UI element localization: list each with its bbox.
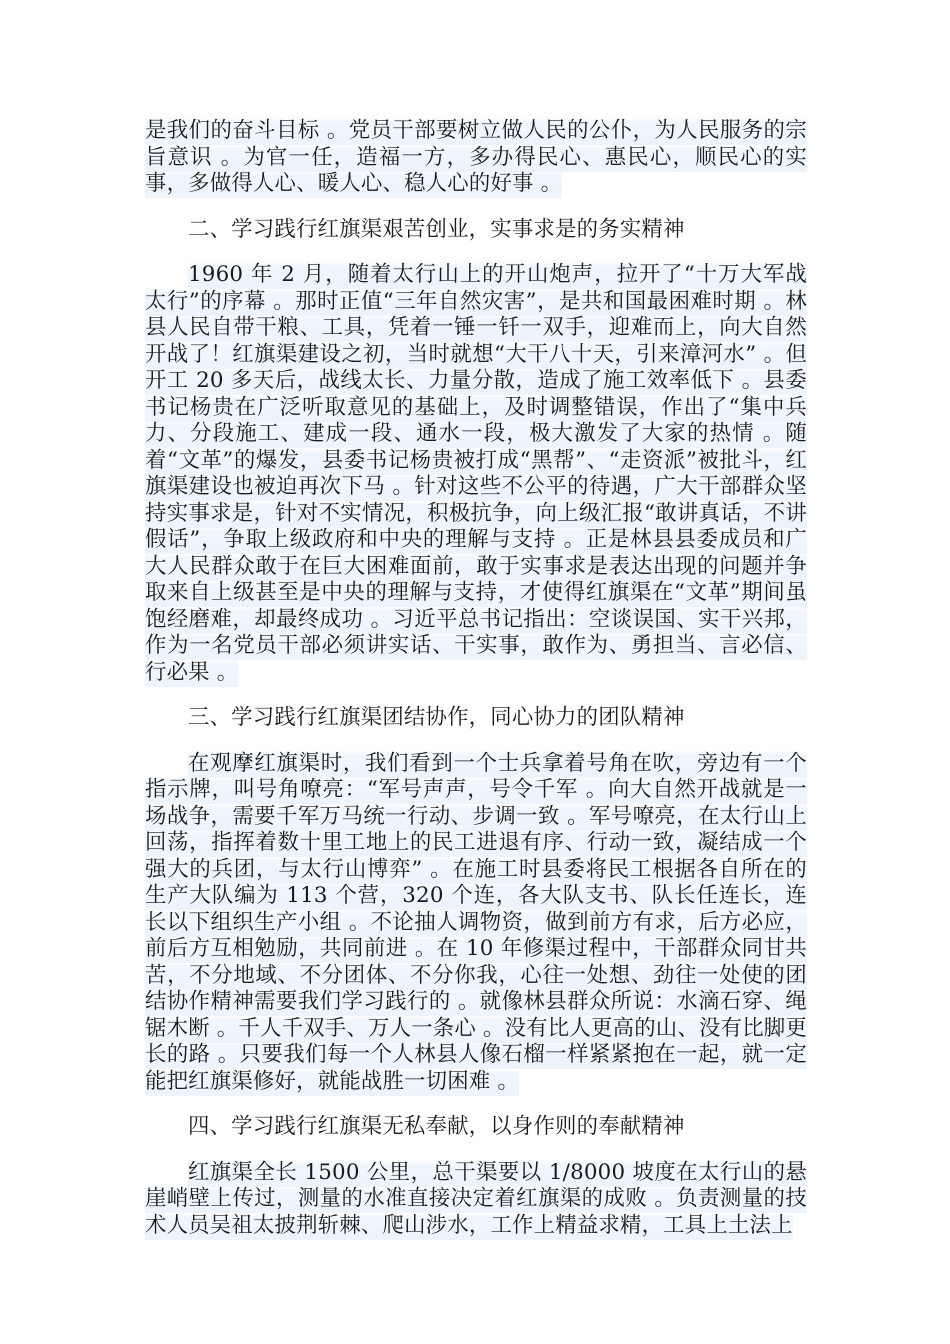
body-paragraph-1-text: 是我们的奋斗目标 。党员干部要树立做人民的公仆，为人民服务的宗旨意识 。为官一任，造福一方，多办得民心、惠民心，顺民心的实事，多做得人心、暖人心、稳人心的好事 。	[145, 118, 807, 196]
section-heading-3: 三、学习践行红旗渠团结协作，同心协力的团队精神	[188, 705, 685, 730]
body-paragraph-3	[145, 751, 807, 1096]
body-paragraph-4-text: 红旗渠全长 1500 公里，总干渠要以 1/8000 坡度在太行山的悬崖峭壁上传过，测量的水准直接决定着红旗渠的成败 。负责测量的技术人员吴祖太披荆斩棘、爬山涉水，工作上精益求精，工具上土法上	[145, 1159, 807, 1238]
body-paragraph-2	[145, 262, 807, 686]
body-paragraph-4	[145, 1160, 807, 1240]
document-body	[145, 118, 807, 1239]
body-paragraph-3-text: 在观摩红旗渠时，我们看到一个士兵拿着号角在吹，旁边有一个指示牌，叫号角嘹亮：“军号声声，号令千军 。向大自然开战就是一场战争，需要千军万马统一行动、步调一致 。军号嘹亮，在太行山上回荡，指挥着数十里工地上的民工进退有序、行动一致，凝结成一个强大的兵团，与太行山博弈” 。在施工时县委将民工根据各自所在的生产大队编为 113 个营，320 个连，各大队支书、队长任连长，连长以下组织生产小组 。不论抽人调物资，做到前方有求，后方必应，前后方互相勉励，共同前进 。在 10 年修渠过程中，干部群众同甘共苦，不分地域、不分团体、不分你我，心往一处想、劲往一处使的团结协作精神需要我们学习践行的 。就像林县群众所说：水滴石穿、绳锯木断 。千人千双手、万人一条心 。没有比人更高的山、没有比脚更长的路 。只要我们每一个人林县人像石榴一样紧紧抱在一起，就一定能把红旗渠修好，就能战胜一切困难 。	[145, 750, 807, 1094]
section-heading-2: 二、学习践行红旗渠艰苦创业，实事求是的务实精神	[188, 216, 685, 242]
section-heading-4: 四、学习践行红旗渠无私奉献，以身作则的奉献精神	[188, 1114, 685, 1139]
body-paragraph-2-text: 1960 年 2 月，随着太行山上的开山炮声，拉开了“十万大军战太行”的序幕 。那时正值“三年自然灾害”，是共和国最困难时期 。林县人民自带干粮、工具，凭着一锤一钎一双手，迎难而上，向大自然开战了！红旗渠建设之初，当时就想“大干八十天，引来漳河水” 。但开工 20 多天后，战线太长、力量分散，造成了施工效率低下 。县委书记杨贵在广泛听取意见的基础上，及时调整错误，作出了“集中兵力、分段施工、建成一段、通水一段，极大激发了大家的热情 。随着“文革”的爆发，县委书记杨贵被打成“黑帮”、“走资派”被批斗，红旗渠建设也被迫再次下马 。针对这些不公平的待遇，广大干部群众坚持实事求是，针对不实情况，积极抗争，向上级汇报“敢讲真话，不讲假话”，争取上级政府和中央的理解与支持 。正是林县县委成员和广大人民群众敢于在巨大困难面前，敢于实事求是表达出现的问题并争取来自上级甚至是中央的理解与支持，才使得红旗渠在“文革”期间虽饱经磨难，却最终成功 。习近平总书记指出：空谈误国、实干兴邦，作为一名党员干部必须讲实话、干实事，敢作为、勇担当、言必信、行必果 。	[145, 262, 807, 685]
body-paragraph-1	[145, 118, 807, 198]
